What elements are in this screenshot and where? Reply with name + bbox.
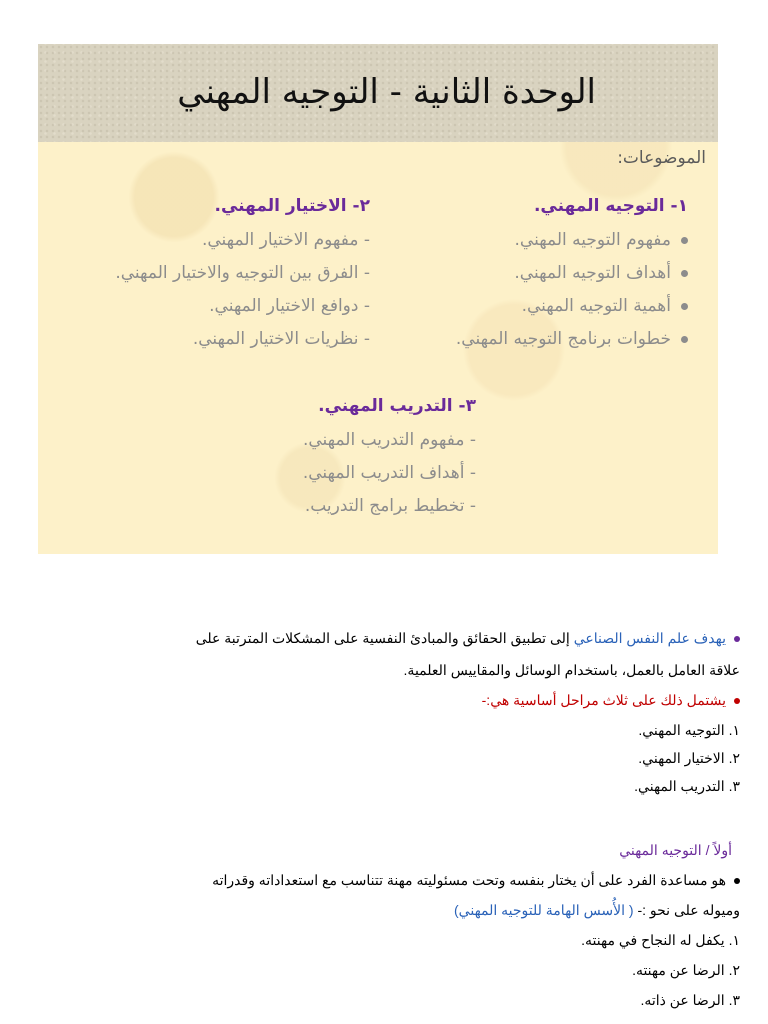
paragraph-purpose: يهدف علم النفس الصناعي إلى تطبيق الحقائق والمبادئ النفسية على المشكلات المترتبة على	[196, 630, 740, 647]
list-item: - الفرق بين التوجيه والاختيار المهني.	[115, 263, 370, 283]
topics-label: الموضوعات:	[617, 148, 706, 168]
list-item: أهداف التوجيه المهني.	[514, 263, 688, 283]
list-item: ٣. الرضا عن ذاته.	[640, 992, 740, 1008]
list-item: ١. يكفل له النجاح في مهنته.	[581, 932, 740, 948]
list-item: خطوات برنامج التوجيه المهني.	[456, 329, 688, 349]
list-item: ٣. التدريب المهني.	[634, 778, 740, 794]
paragraph-stages-intro: يشتمل ذلك على ثلاث مراحل أساسية هي:-	[482, 692, 740, 709]
bullet-icon	[681, 270, 688, 277]
section-title: أولاً / التوجيه المهني	[619, 842, 732, 858]
list-item: - دوافع الاختيار المهني.	[209, 296, 370, 316]
bullet-icon	[734, 698, 740, 704]
topic-heading-guidance: ١- التوجيه المهني.	[533, 196, 688, 216]
list-item: ٢. الاختيار المهني.	[638, 750, 740, 766]
bullet-icon	[734, 878, 740, 884]
list-item: - تخطيط برامج التدريب.	[304, 496, 476, 516]
topic-heading-selection: ٢- الاختيار المهني.	[214, 196, 370, 216]
paragraph-definition-cont: وميوله على نحو :- ( الأُسس الهامة للتوجيه المهني)	[454, 902, 740, 918]
list-item: أهمية التوجيه المهني.	[522, 296, 688, 316]
list-item: ٢. الرضا عن مهنته.	[632, 962, 740, 978]
paragraph-definition: هو مساعدة الفرد على أن يختار بنفسه وتحت مسئوليته مهنة تتناسب مع استعداداته وقدراته	[212, 872, 740, 889]
slide	[38, 44, 718, 554]
list-item: - أهداف التدريب المهني.	[302, 463, 476, 483]
bullet-icon	[681, 237, 688, 244]
paragraph-purpose-cont: علاقة العامل بالعمل، باستخدام الوسائل والمقاييس العلمية.	[403, 662, 740, 678]
bullet-icon	[734, 636, 740, 642]
list-item: - مفهوم الاختيار المهني.	[201, 230, 370, 250]
topic-heading-training: ٣- التدريب المهني.	[318, 396, 476, 416]
list-item: - مفهوم التدريب المهني.	[302, 430, 476, 450]
list-item: مفهوم التوجيه المهني.	[515, 230, 689, 250]
list-item: - نظريات الاختيار المهني.	[192, 329, 370, 349]
bullet-icon	[681, 303, 688, 310]
slide-title: الوحدة الثانية - التوجيه المهني	[177, 72, 596, 112]
bullet-icon	[681, 336, 688, 343]
list-item: ١. التوجيه المهني.	[638, 722, 740, 738]
